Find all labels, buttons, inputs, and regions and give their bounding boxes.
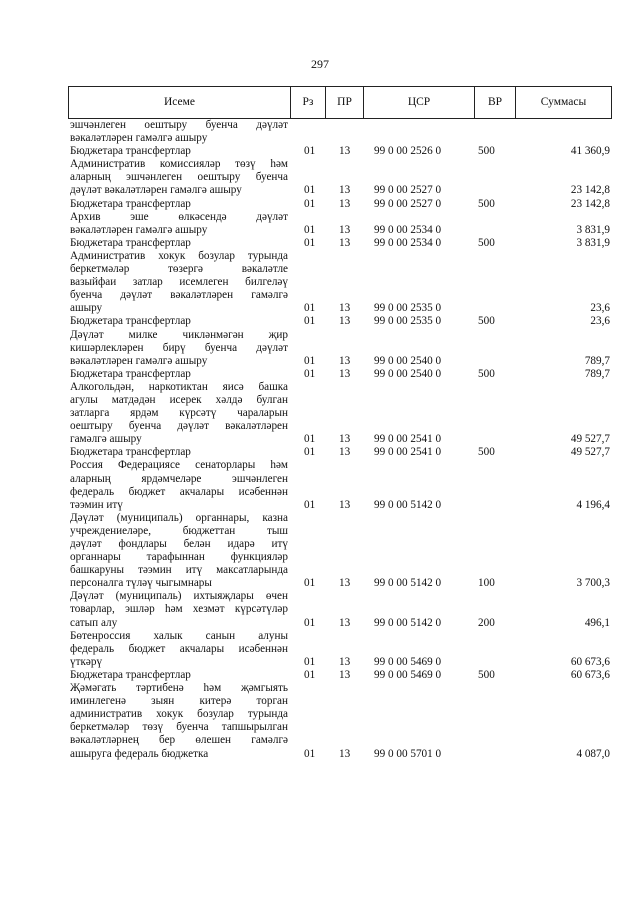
row-pr: 13 bbox=[339, 616, 351, 629]
row-name bbox=[68, 446, 288, 459]
row-csr: 99 0 00 2534 0 bbox=[374, 236, 442, 249]
row-csr: 99 0 00 5142 0 bbox=[374, 498, 442, 511]
row-name bbox=[68, 211, 288, 237]
row-sum: 4 196,4 bbox=[576, 498, 610, 511]
row-sum: 23 142,8 bbox=[570, 197, 610, 210]
table-row bbox=[68, 315, 612, 328]
row-pr: 13 bbox=[339, 446, 351, 459]
row-csr: 99 0 00 2535 0 bbox=[374, 315, 442, 328]
row-vr: 500 bbox=[478, 197, 495, 210]
row-csr: 99 0 00 5701 0 bbox=[374, 747, 442, 760]
row-name-line: кишәрлекләрен бирү буенча дәүләт bbox=[70, 341, 288, 354]
table-row bbox=[68, 590, 612, 629]
table-row bbox=[68, 211, 612, 237]
row-name bbox=[68, 459, 288, 511]
row-vr: 500 bbox=[478, 315, 495, 328]
row-vr: 200 bbox=[478, 616, 495, 629]
table-row bbox=[68, 368, 612, 381]
row-name-line: товарлар, эшләр һәм хезмәт күрсәтүләр bbox=[70, 603, 288, 616]
row-csr: 99 0 00 5142 0 bbox=[374, 616, 442, 629]
row-csr: 99 0 00 2526 0 bbox=[374, 145, 442, 158]
row-name bbox=[68, 630, 288, 669]
row-name-line: Административ комиссияләр төзү һәм bbox=[70, 158, 288, 171]
row-name-line: вәкаләтләрнең бер өлешен гамәлгә bbox=[70, 734, 288, 747]
row-name-line: аларның ярдәмчеләре эшчәнлеген bbox=[70, 472, 288, 485]
table-row bbox=[68, 669, 612, 682]
row-name-line: ашыру bbox=[70, 302, 103, 315]
row-rz: 01 bbox=[304, 184, 316, 197]
row-name-line: Җәмәгать тәртибенә һәм җәмгыять bbox=[70, 682, 288, 695]
row-name-line: буенча дәүләт вәкаләтләрен гамәлгә bbox=[70, 289, 288, 302]
row-sum: 4 087,0 bbox=[576, 747, 610, 760]
row-name bbox=[68, 682, 288, 761]
row-name-line: Дәүләт милке чикләнмәгән җир bbox=[70, 328, 288, 341]
row-name bbox=[68, 315, 288, 328]
row-sum: 41 360,9 bbox=[570, 145, 610, 158]
row-csr: 99 0 00 5469 0 bbox=[374, 668, 442, 681]
table-row bbox=[68, 459, 612, 511]
row-sum: 49 527,7 bbox=[570, 433, 610, 446]
row-rz: 01 bbox=[304, 616, 316, 629]
row-pr: 13 bbox=[339, 145, 351, 158]
row-csr: 99 0 00 2527 0 bbox=[374, 197, 442, 210]
row-name-line: тәэмин итү bbox=[70, 498, 123, 511]
row-name-line: Бөтенроссия халык санын алуны bbox=[70, 629, 288, 642]
row-name-line: ашыруга федераль бюджетка bbox=[70, 747, 209, 760]
row-rz: 01 bbox=[304, 145, 316, 158]
row-name bbox=[68, 237, 288, 250]
row-name-line: Бюджетара трансфертлар bbox=[70, 236, 191, 249]
row-rz: 01 bbox=[304, 223, 316, 236]
budget-table bbox=[68, 86, 612, 761]
table-row bbox=[68, 158, 612, 197]
row-name bbox=[68, 590, 288, 629]
row-name-line: Алкогольдән, наркотиктан яисә башка bbox=[70, 380, 288, 393]
table-row bbox=[68, 682, 612, 761]
row-csr: 99 0 00 5469 0 bbox=[374, 655, 442, 668]
row-vr: 100 bbox=[478, 577, 495, 590]
table-row bbox=[68, 250, 612, 315]
table-row bbox=[68, 119, 612, 145]
row-name-line: административ хокук бозулар турында bbox=[70, 708, 288, 721]
row-vr: 500 bbox=[478, 367, 495, 380]
row-name-line: башкаруны тәэмин итү максатларында bbox=[70, 564, 288, 577]
row-name-line: гамәлгә ашыру bbox=[70, 433, 142, 446]
row-pr: 13 bbox=[339, 498, 351, 511]
row-name-line: Бюджетара трансфертлар bbox=[70, 197, 191, 210]
row-name-line: сатып алу bbox=[70, 616, 118, 629]
row-rz: 01 bbox=[304, 577, 316, 590]
row-sum: 23,6 bbox=[590, 302, 610, 315]
table-body bbox=[68, 119, 612, 761]
table-row bbox=[68, 198, 612, 211]
row-rz: 01 bbox=[304, 433, 316, 446]
row-name-line: эшчәнлеген оештыру буенча дәүләт bbox=[70, 119, 288, 131]
row-pr: 13 bbox=[339, 577, 351, 590]
row-name bbox=[68, 669, 288, 682]
row-name-line: дәүләт вәкаләтләрен гамәлгә ашыру bbox=[70, 184, 242, 197]
row-rz: 01 bbox=[304, 367, 316, 380]
row-name-line: беркетмәләр төзү буенча тапшырылган bbox=[70, 721, 288, 734]
row-name-line: Бюджетара трансфертлар bbox=[70, 145, 191, 158]
row-name-line: Дәүләт (муниципаль) органнары, казна bbox=[70, 511, 288, 524]
row-name-line: вәкаләтләрен гамәлгә ашыру bbox=[70, 354, 208, 367]
row-name bbox=[68, 158, 288, 197]
row-name-line: вәкаләтләрен гамәлгә ашыру bbox=[70, 132, 208, 145]
row-rz: 01 bbox=[304, 197, 316, 210]
table-row bbox=[68, 237, 612, 250]
row-csr: 99 0 00 2535 0 bbox=[374, 302, 442, 315]
row-csr: 99 0 00 2540 0 bbox=[374, 367, 442, 380]
row-name-line: вазыйфаи затлар исемлеген билгеләү bbox=[70, 276, 288, 289]
row-vr: 500 bbox=[478, 145, 495, 158]
row-sum: 49 527,7 bbox=[570, 446, 610, 459]
row-pr: 13 bbox=[339, 655, 351, 668]
row-rz: 01 bbox=[304, 446, 316, 459]
header-pr: ПР bbox=[326, 87, 364, 118]
row-name bbox=[68, 512, 288, 591]
row-vr: 500 bbox=[478, 236, 495, 249]
row-pr: 13 bbox=[339, 433, 351, 446]
row-rz: 01 bbox=[304, 668, 316, 681]
row-name bbox=[68, 250, 288, 315]
row-name-line: Бюджетара трансфертлар bbox=[70, 315, 191, 328]
row-name bbox=[68, 329, 288, 368]
row-name-line: федераль бюджет акчалары исәбеннән bbox=[70, 485, 288, 498]
row-name-line: Дәүләт (муниципаль) ихтыяҗлары өчен bbox=[70, 590, 288, 603]
row-name-line: Бюджетара трансфертлар bbox=[70, 668, 191, 681]
row-name-line: аларның эшчәнлеген оештыру буенча bbox=[70, 171, 288, 184]
row-csr: 99 0 00 2527 0 bbox=[374, 184, 442, 197]
row-name bbox=[68, 381, 288, 446]
row-pr: 13 bbox=[339, 184, 351, 197]
row-pr: 13 bbox=[339, 367, 351, 380]
row-sum: 789,7 bbox=[584, 367, 610, 380]
row-rz: 01 bbox=[304, 354, 316, 367]
row-pr: 13 bbox=[339, 315, 351, 328]
row-rz: 01 bbox=[304, 302, 316, 315]
row-pr: 13 bbox=[339, 223, 351, 236]
table-row bbox=[68, 446, 612, 459]
row-pr: 13 bbox=[339, 354, 351, 367]
row-sum: 789,7 bbox=[584, 354, 610, 367]
table-row bbox=[68, 381, 612, 446]
header-sum: Суммасы bbox=[540, 96, 587, 108]
row-rz: 01 bbox=[304, 498, 316, 511]
row-name bbox=[68, 119, 288, 145]
row-name-line: Бюджетара трансфертлар bbox=[70, 446, 191, 459]
row-rz: 01 bbox=[304, 236, 316, 249]
row-pr: 13 bbox=[339, 747, 351, 760]
row-csr: 99 0 00 2540 0 bbox=[374, 354, 442, 367]
row-name-line: затларга ярдәм күрсәтү чараларын bbox=[70, 407, 288, 420]
row-rz: 01 bbox=[304, 655, 316, 668]
row-sum: 3 831,9 bbox=[576, 236, 610, 249]
row-sum: 60 673,6 bbox=[570, 655, 610, 668]
row-name-line: оештыру буенча дәүләт вәкаләтләрен bbox=[70, 420, 288, 433]
row-name-line: иминлегенә зыян китерә торган bbox=[70, 695, 288, 708]
row-name-line: Россия Федерациясе сенаторлары һәм bbox=[70, 459, 288, 472]
row-name-line: дәүләт фондлары белән идарә итү bbox=[70, 538, 288, 550]
row-name-line: Административ хокук бозулар турында bbox=[70, 249, 288, 262]
row-name-line: агулы матдәдән исерек хәлдә булган bbox=[70, 393, 288, 406]
row-sum: 23,6 bbox=[590, 315, 610, 328]
row-name-line: учреждениеләре, бюджеттан тыш bbox=[70, 524, 288, 537]
header-rz: Рз bbox=[291, 87, 326, 118]
row-sum: 60 673,6 bbox=[570, 668, 610, 681]
row-rz: 01 bbox=[304, 315, 316, 328]
table-header bbox=[68, 86, 612, 119]
row-csr: 99 0 00 2534 0 bbox=[374, 223, 442, 236]
page-number: 297 bbox=[311, 57, 329, 71]
row-name-line: Архив эше өлкәсендә дәүләт bbox=[70, 210, 288, 223]
row-pr: 13 bbox=[339, 236, 351, 249]
row-name-line: персоналга түләү чыгымнары bbox=[70, 577, 212, 590]
table-row bbox=[68, 329, 612, 368]
table-row bbox=[68, 145, 612, 158]
header-csr: ЦСР bbox=[364, 87, 475, 118]
row-name-line: Бюджетара трансфертлар bbox=[70, 367, 191, 380]
row-sum: 23 142,8 bbox=[570, 184, 610, 197]
row-csr: 99 0 00 2541 0 bbox=[374, 446, 442, 459]
table-row bbox=[68, 512, 612, 591]
row-name-line: беркетмәләр төзергә вәкаләтле bbox=[70, 263, 288, 276]
row-vr: 500 bbox=[478, 446, 495, 459]
row-name-line: вәкаләтләрен гамәлгә ашыру bbox=[70, 223, 208, 236]
row-name-line: органнары тарафыннан функцияләр bbox=[70, 551, 288, 564]
row-sum: 3 700,3 bbox=[576, 577, 610, 590]
row-csr: 99 0 00 5142 0 bbox=[374, 577, 442, 590]
header-name: Исеме bbox=[69, 87, 291, 118]
table-row bbox=[68, 630, 612, 669]
header-vr: ВР bbox=[475, 87, 516, 118]
row-vr: 500 bbox=[478, 668, 495, 681]
row-rz: 01 bbox=[304, 747, 316, 760]
row-sum: 496,1 bbox=[584, 616, 610, 629]
row-pr: 13 bbox=[339, 197, 351, 210]
row-name bbox=[68, 145, 288, 158]
row-name-line: федераль бюджет акчалары исәбеннән bbox=[70, 642, 288, 655]
row-csr: 99 0 00 2541 0 bbox=[374, 433, 442, 446]
row-pr: 13 bbox=[339, 668, 351, 681]
row-name-line: үткәрү bbox=[70, 655, 103, 668]
row-pr: 13 bbox=[339, 302, 351, 315]
row-name bbox=[68, 198, 288, 211]
row-sum: 3 831,9 bbox=[576, 223, 610, 236]
row-name bbox=[68, 368, 288, 381]
